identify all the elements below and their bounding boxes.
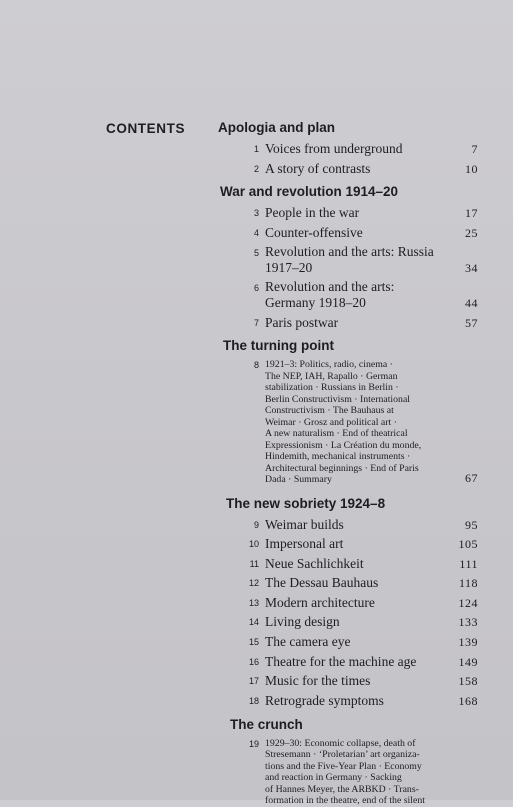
chapter-entry[interactable] xyxy=(218,279,478,311)
chapter-number: 13 xyxy=(248,597,259,608)
chapter-page: 67 xyxy=(465,470,478,485)
chapter-title: Counter-offensive xyxy=(265,225,363,240)
chapter-entry[interactable] xyxy=(218,613,478,630)
chapter-number: 4 xyxy=(253,228,259,238)
chapter-number: 5 xyxy=(253,248,259,258)
chapter-page: 17 xyxy=(465,206,478,220)
part-heading: The crunch xyxy=(230,716,303,732)
chapter-number: 3 xyxy=(253,208,259,218)
chapter-entry[interactable] xyxy=(218,633,478,650)
chapter-number: 18 xyxy=(248,695,259,706)
chapter-title: People in the war xyxy=(265,205,360,220)
chapter-page: 105 xyxy=(458,537,478,552)
chapter-page: 139 xyxy=(458,635,478,650)
chapter-number: 16 xyxy=(248,656,259,667)
chapter-number: 17 xyxy=(248,676,259,687)
chapter-entry[interactable] xyxy=(218,160,478,177)
chapter-number: 10 xyxy=(248,539,259,550)
part-heading: The new sobriety 1924–8 xyxy=(226,495,386,511)
chapter-title: Paris postwar xyxy=(265,315,339,330)
chapter-entry[interactable] xyxy=(218,535,478,552)
chapter-title: Revolution and the arts: Russia 1917–20 xyxy=(265,244,434,275)
chapter-entry[interactable] xyxy=(218,204,478,221)
chapter-title: Weimar builds xyxy=(265,516,344,532)
chapter-page: 111 xyxy=(459,556,478,571)
chapter-number: 8 xyxy=(253,360,259,370)
chapter-title: A story of contrasts xyxy=(265,161,371,176)
contents-heading: CONTENTS xyxy=(106,121,186,136)
chapter-title: Music for the times xyxy=(265,673,371,689)
chapter-page: 158 xyxy=(458,674,478,689)
chapter-number: 9 xyxy=(253,519,259,530)
chapter-page: 118 xyxy=(458,576,478,591)
chapter-number: 12 xyxy=(248,578,259,589)
part-heading: War and revolution 1914–20 xyxy=(220,184,399,199)
chapter-title: Theatre for the machine age xyxy=(265,653,417,669)
chapter-number: 1 xyxy=(253,144,259,154)
chapter-page: 133 xyxy=(458,615,478,630)
chapter-entry[interactable] xyxy=(218,738,478,807)
chapter-entry[interactable] xyxy=(218,555,478,572)
chapter-title: Modern architecture xyxy=(265,594,375,610)
chapter-title: The camera eye xyxy=(265,634,351,650)
chapter-page: 25 xyxy=(465,226,478,240)
chapter-entry[interactable] xyxy=(218,672,478,689)
chapter-page: 44 xyxy=(465,296,478,310)
chapter-entry[interactable] xyxy=(218,516,478,533)
chapter-entry[interactable] xyxy=(218,594,478,611)
chapter-entry[interactable] xyxy=(218,692,478,709)
chapter-number: 14 xyxy=(248,617,259,628)
chapter-number: 7 xyxy=(253,318,259,328)
chapter-title: 1921–3: Politics, radio, cinema · The NEP, IAH, Rapallo · German stabilization · Russians in Berlin · Berlin Constructivism · International Constructivism · The Bauhaus at Weimar · Grosz and political art · A new naturalism · End of theatrical Expressionism · La Création du monde, Hindemith, mechanical instruments · Architectural beginnings · End of Paris Dada · Summary xyxy=(265,359,422,485)
chapter-number: 2 xyxy=(253,164,259,174)
part-heading: Apologia and plan xyxy=(218,120,335,135)
chapter-title: Revolution and the arts: Germany 1918–20 xyxy=(265,279,395,310)
chapter-page: 57 xyxy=(465,316,478,330)
chapter-entry[interactable] xyxy=(218,224,478,241)
chapter-page: 168 xyxy=(458,693,478,708)
chapter-title: Neue Sachlichkeit xyxy=(265,555,364,571)
chapter-entry[interactable] xyxy=(218,653,478,670)
chapter-page: 149 xyxy=(458,654,478,669)
chapter-entry[interactable] xyxy=(218,314,478,331)
chapter-title: Retrograde symptoms xyxy=(265,692,384,708)
chapter-page: 10 xyxy=(465,162,478,176)
chapter-page: 34 xyxy=(465,261,478,275)
part-heading: The turning point xyxy=(223,338,334,353)
chapter-number: 19 xyxy=(248,738,259,749)
chapter-entry[interactable] xyxy=(218,574,478,591)
chapter-title: Living design xyxy=(265,614,340,630)
chapter-number: 6 xyxy=(253,283,259,293)
chapter-title: Voices from underground xyxy=(265,141,403,156)
chapter-entry[interactable] xyxy=(218,244,478,276)
chapter-page: 124 xyxy=(458,595,478,610)
chapter-page: 95 xyxy=(465,517,478,532)
chapter-number: 15 xyxy=(248,637,259,648)
chapter-title: Impersonal art xyxy=(265,536,344,552)
table-of-contents xyxy=(218,118,478,807)
chapter-title: The Dessau Bauhaus xyxy=(265,575,379,591)
chapter-entry[interactable] xyxy=(218,359,478,486)
chapter-number: 11 xyxy=(249,558,259,569)
chapter-entry[interactable] xyxy=(218,140,478,157)
chapter-page: 7 xyxy=(471,142,478,156)
chapter-title: 1929–30: Economic collapse, death of Stresemann · ‘Proletarian’ art organiza- tions and the Five-Year Plan · Economy and reaction in Germany · Sacking of Hannes Meyer, the ARBKD · Trans- formation in the theatre, end of the silent xyxy=(265,737,425,807)
